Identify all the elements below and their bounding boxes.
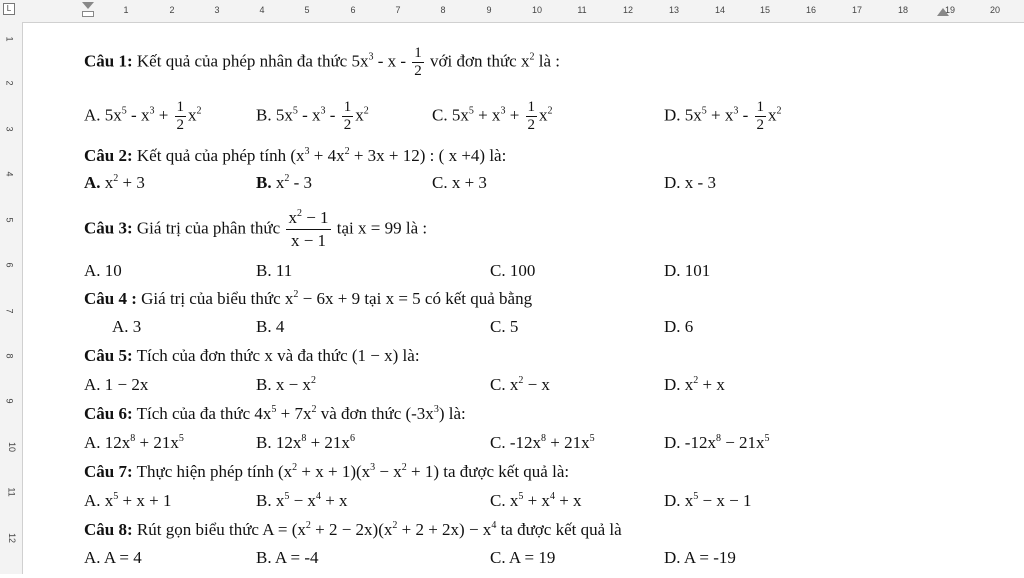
question-text: Tích của đơn thức x và đa thức (1 − x) là: [132, 346, 420, 365]
ruler-tick: 7 [4, 308, 15, 314]
fraction [412, 45, 424, 80]
question-text: là : [534, 51, 560, 71]
question-text: Giá trị của biểu thức x [136, 289, 294, 308]
tab-selector-icon[interactable]: L [3, 3, 15, 15]
ruler-tick: 1 [4, 36, 15, 42]
ruler-tick: 12 [7, 532, 18, 544]
option-c[interactable]: C. 100 [490, 261, 536, 280]
question-text: + 7x [276, 404, 312, 423]
ruler-tick: 11 [6, 487, 17, 497]
question-text: Giá trị của phân thức [132, 218, 285, 238]
right-indent-marker-icon[interactable] [937, 8, 949, 16]
option-d[interactable]: D. A = -19 [664, 548, 736, 567]
option-c[interactable]: C. $5x^5 + x^3$ + $\frac{1}{2}$ $x^2$ [432, 99, 553, 133]
question-label: Câu 6: [84, 404, 133, 423]
question-text: Kết quả của phép nhân đa thức 5x [132, 51, 369, 71]
document-page[interactable] [24, 23, 1024, 574]
question-8 [24, 520, 1024, 550]
option-d[interactable]: D. 101 [664, 261, 711, 280]
question-2-options [24, 173, 1024, 203]
exponent: 3 [433, 404, 439, 415]
option-c[interactable]: C. x + 3 [432, 173, 487, 192]
ruler-tick: 6 [4, 262, 15, 268]
question-label: Câu 3: [84, 218, 133, 238]
question-text: − x [375, 462, 402, 481]
question-4-options [24, 317, 1024, 347]
question-5-options [24, 375, 1024, 405]
ruler-tick: 17 [851, 5, 863, 15]
option-c[interactable]: C. $-12x^8 + 21x^5$ [490, 433, 595, 452]
ruler-tick: 10 [7, 441, 18, 453]
ruler-tick: 5 [4, 217, 15, 223]
option-a[interactable]: A. $x^2 + 3$ [84, 173, 145, 192]
exponent: 4 [491, 520, 497, 531]
ruler-tick: 8 [4, 353, 15, 359]
option-a[interactable]: A. $x^5 + x + 1$ [84, 491, 172, 510]
option-b[interactable]: B. $12x^8 + 21x^6$ [256, 433, 355, 452]
question-text: + 2 − 2x)(x [310, 520, 393, 539]
question-label: Câu 5: [84, 346, 133, 365]
question-4 [24, 289, 1024, 319]
ruler-tick: 16 [805, 5, 817, 15]
option-d[interactable]: D. 6 [664, 317, 694, 336]
ruler-tick: 14 [714, 5, 726, 15]
option-b[interactable]: B. $x^5 - x^4 + x$ [256, 491, 348, 510]
option-d[interactable]: D. $x^5 - x - 1$ [664, 491, 752, 510]
ruler-tick: 4 [259, 5, 265, 15]
question-label: Câu 8: [84, 520, 133, 539]
ruler-tick: 10 [531, 5, 543, 15]
ruler-tick: 5 [304, 5, 310, 15]
numerator: 1 [414, 45, 422, 61]
ruler-tick: 20 [989, 5, 1001, 15]
question-text: + 4x [309, 146, 345, 165]
question-7-options [24, 491, 1024, 521]
question-text: ta được kết quả là [496, 520, 622, 539]
exponent: 2 [293, 289, 299, 300]
ruler-tick: 15 [759, 5, 771, 15]
question-2 [24, 146, 1024, 176]
question-text: Thực hiện phép tính (x [132, 462, 293, 481]
option-c[interactable]: C. $x^5 + x^4 + x$ [490, 491, 582, 510]
question-text: − 6x + 9 tại x = 5 có kết quả bằng [298, 289, 533, 308]
ruler-tick: 9 [4, 398, 15, 404]
ruler-tick: 2 [169, 5, 175, 15]
exponent: 2 [311, 404, 317, 415]
question-label: Câu 4 : [84, 289, 137, 308]
denominator: 2 [414, 63, 422, 79]
question-text: + x + 1)(x [297, 462, 371, 481]
question-text: + 2 + 2x) − x [397, 520, 492, 539]
ruler-tick: 1 [123, 5, 129, 15]
ruler-tick: 11 [577, 5, 587, 15]
option-a[interactable]: A. A = 4 [84, 548, 142, 567]
ruler-tick: 18 [897, 5, 909, 15]
option-c[interactable]: C. $x^2 - x$ [490, 375, 550, 394]
ruler-tick: 2 [4, 80, 15, 86]
option-c[interactable]: C. 5 [490, 317, 519, 336]
option-b[interactable]: B. 4 [256, 317, 285, 336]
ruler-tick: 13 [668, 5, 680, 15]
option-a[interactable]: A. 1 − 2x [84, 375, 149, 394]
question-label: Câu 2: [84, 146, 133, 165]
question-7 [24, 462, 1024, 492]
option-d[interactable]: D. x - 3 [664, 173, 716, 192]
question-label: Câu 1: [84, 51, 133, 71]
question-text: tại x = 99 là : [332, 218, 428, 238]
option-b[interactable]: B. 11 [256, 261, 293, 280]
option-b[interactable]: B. $x - x^2$ [256, 375, 316, 394]
exponent: 2 [401, 462, 407, 473]
question-1 [24, 45, 1024, 79]
option-a[interactable]: A. $5x^5 - x^3$ + $\frac{1}{2}$ $x^2$ [84, 99, 202, 133]
ruler-tick: 7 [395, 5, 401, 15]
option-b[interactable]: B. A = -4 [256, 548, 319, 567]
option-c[interactable]: C. A = 19 [490, 548, 556, 567]
exponent: 2 [292, 462, 298, 473]
ruler-tick: 3 [4, 126, 15, 132]
exponent: 2 [392, 520, 398, 531]
question-1-options [24, 99, 1024, 133]
vertical-ruler[interactable] [0, 22, 23, 574]
ruler-tick: 8 [440, 5, 446, 15]
ruler-tick: 9 [486, 5, 492, 15]
fraction: $\frac{x^2 - 1}{x - 1}$ [288, 208, 329, 250]
question-6-options [24, 433, 1024, 463]
option-d[interactable]: D. $-12x^8 - 21x^5$ [664, 433, 770, 452]
question-text: + 1) ta được kết quả là: [406, 462, 570, 481]
question-text: - x - [373, 51, 411, 71]
exponent: 3 [370, 462, 376, 473]
question-text: Rút gọn biểu thức A = (x [132, 520, 306, 539]
question-text: Tích của đa thức 4x [132, 404, 272, 423]
question-5 [24, 346, 1024, 376]
option-d[interactable]: D. $x^2 + x$ [664, 375, 725, 394]
question-6 [24, 404, 1024, 434]
exponent: 2 [529, 51, 535, 63]
question-text: và đơn thức (-3x [316, 404, 434, 423]
option-d[interactable]: D. $5x^5 + x^3$ - $\frac{1}{2}$ $x^2$ [664, 99, 782, 133]
option-a[interactable]: A. 10 [84, 261, 122, 280]
ruler-tick: 19 [944, 5, 956, 15]
option-a[interactable]: A. 3 [112, 317, 142, 336]
exponent: 2 [344, 146, 350, 157]
exponent: 3 [368, 51, 374, 63]
ruler-tick: 3 [214, 5, 220, 15]
ruler-tick: 4 [4, 171, 15, 177]
question-3-options [24, 261, 1024, 291]
indent-marker-icon[interactable] [82, 2, 94, 18]
question-text: ) là: [438, 404, 466, 423]
exponent: 3 [304, 146, 310, 157]
horizontal-ruler[interactable] [0, 0, 1024, 23]
option-b[interactable]: B. $5x^5 - x^3$ - $\frac{1}{2}$ $x^2$ [256, 99, 369, 133]
exponent: 5 [271, 404, 277, 415]
ruler-tick: 6 [350, 5, 356, 15]
question-label: Câu 7: [84, 462, 133, 481]
question-text: với đơn thức x [425, 51, 530, 71]
question-text: + 3x + 12) : ( x +4) là: [349, 146, 507, 165]
exponent: 2 [305, 520, 311, 531]
option-b[interactable]: B. $x^2 - 3$ [256, 173, 313, 192]
ruler-tick: 12 [622, 5, 634, 15]
option-a[interactable]: A. $12x^8 + 21x^5$ [84, 433, 184, 452]
question-text: Kết quả của phép tính (x [132, 146, 305, 165]
question-3 [24, 207, 1024, 255]
